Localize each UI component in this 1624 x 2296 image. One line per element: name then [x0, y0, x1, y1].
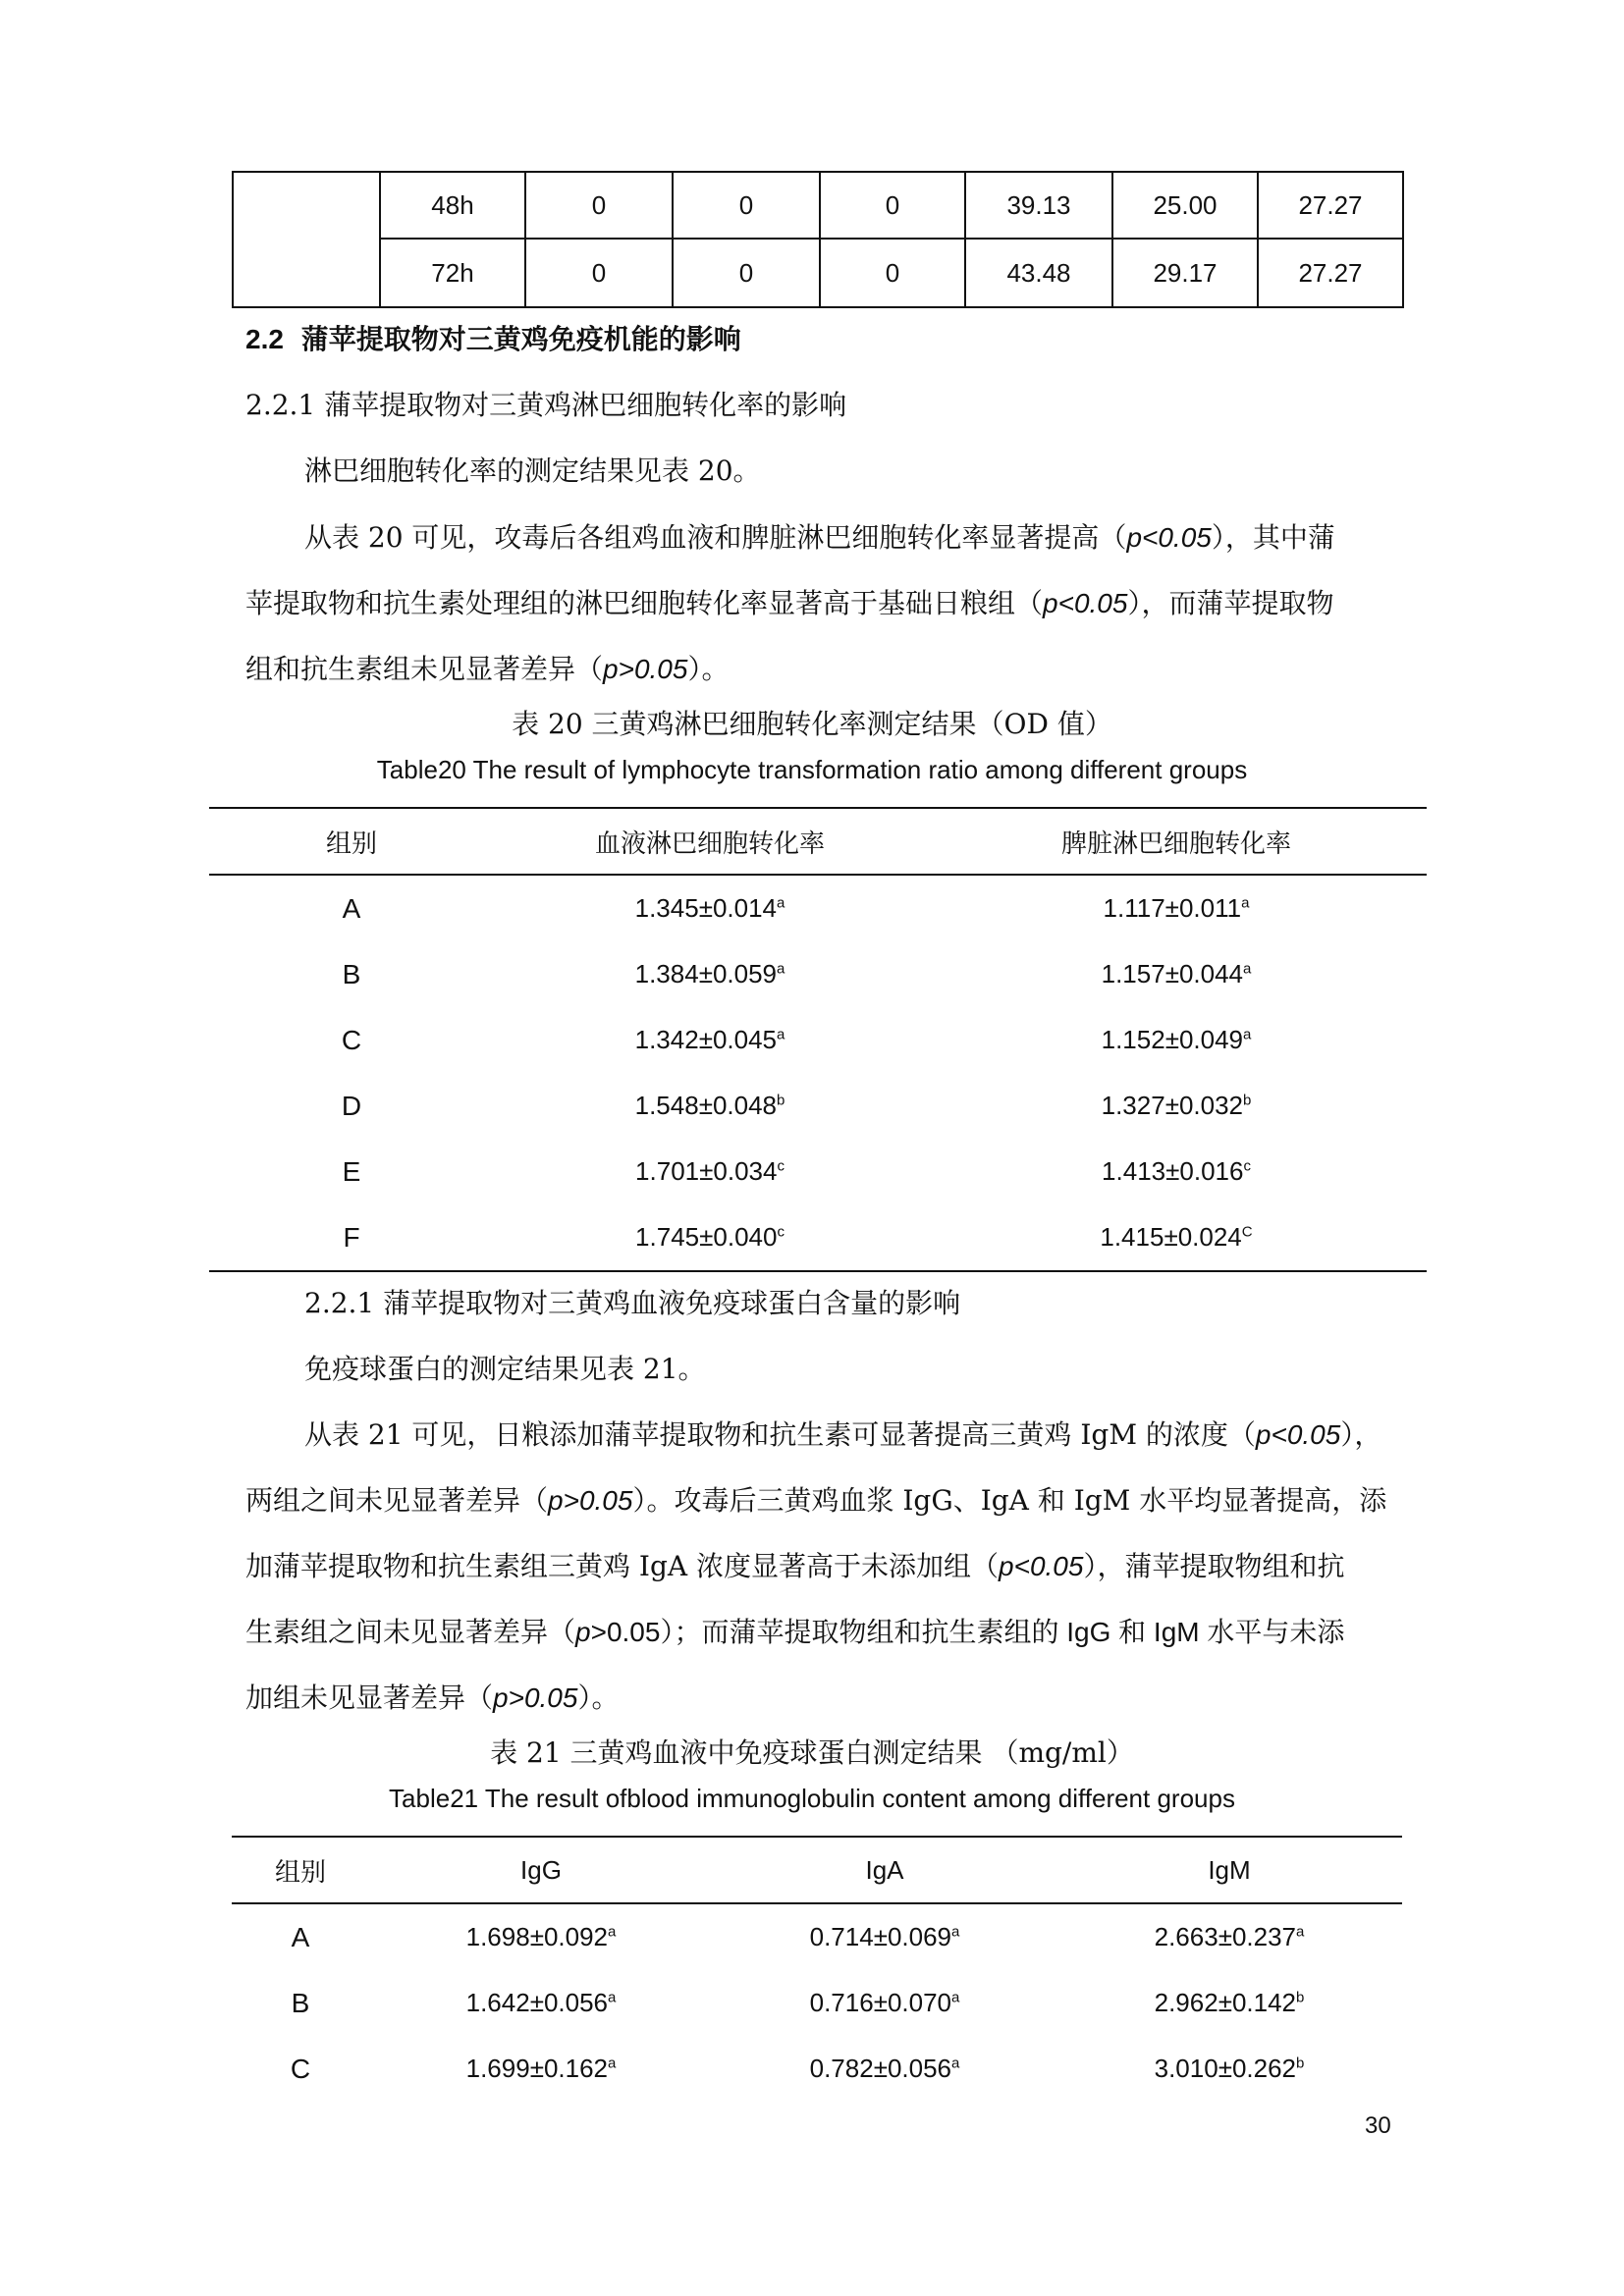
paragraph-line — [245, 586, 1333, 621]
significance-mark: a — [608, 1923, 617, 1941]
paragraph-line — [245, 1681, 619, 1716]
value: 1.342±0.045 — [634, 1025, 778, 1054]
value-cell — [713, 2036, 1056, 2102]
significance-mark: a — [1243, 1026, 1252, 1043]
table-cell: 27.27 — [1258, 239, 1403, 307]
value: 1.745±0.040 — [635, 1222, 778, 1252]
text-run: 苹提取物和抗生素处理组的淋巴细胞转化率显著高于基础日粮组（ — [245, 587, 1044, 619]
table-caption-en: Table21 The result ofblood immunoglobulin content among different groups — [389, 1784, 1235, 1813]
value: 0.716±0.070 — [809, 1988, 952, 2017]
value: 3.010±0.262 — [1154, 2054, 1297, 2083]
value: 1.157±0.044 — [1101, 959, 1244, 988]
table-row — [209, 1139, 1427, 1204]
continued-data-table — [232, 171, 1404, 308]
table-row — [209, 1073, 1427, 1139]
table-row — [233, 172, 1403, 239]
paragraph-line — [245, 652, 729, 687]
table-cell: 48h — [380, 172, 525, 239]
group-cell: D — [341, 1090, 362, 1121]
value-cell — [926, 1073, 1427, 1139]
significance-mark: b — [1296, 1989, 1305, 2006]
paragraph-line — [304, 520, 1335, 556]
value-cell — [926, 875, 1427, 941]
significance-mark: a — [777, 960, 785, 978]
value: 2.663±0.237 — [1154, 1922, 1297, 1951]
p-value: p<0.05 — [999, 1551, 1084, 1581]
column-header: IgA — [865, 1854, 904, 1885]
paragraph-line — [245, 1549, 1344, 1584]
p-value: p>0.05 — [603, 654, 688, 684]
table-cell — [233, 172, 380, 307]
value-cell — [369, 2036, 713, 2102]
significance-mark: a — [777, 1026, 785, 1043]
value: 1.413±0.016 — [1102, 1156, 1244, 1186]
table-row — [233, 239, 1403, 307]
text-run: ）。攻毒后三黄鸡血浆 IgG、IgA 和 IgM 水平均显著提高，添 — [632, 1484, 1387, 1517]
text-run: 生素组之间未见显著差异（ — [245, 1616, 576, 1648]
table-caption-en: Table20 The result of lymphocyte transformation ratio among different groups — [376, 755, 1248, 784]
significance-mark: a — [951, 1989, 960, 2006]
group-cell: B — [342, 958, 361, 989]
column-header: IgM — [1208, 1854, 1251, 1885]
value-cell — [494, 941, 926, 1007]
table-row — [232, 1970, 1402, 2036]
table-20 — [209, 807, 1427, 1272]
p-value: p<0.05 — [1126, 522, 1212, 553]
value-cell — [926, 941, 1427, 1007]
significance-mark: b — [1243, 1092, 1252, 1109]
group-cell: C — [341, 1024, 362, 1055]
section-heading — [245, 322, 741, 357]
significance-mark: c — [1243, 1157, 1251, 1175]
text-run: >0.05）；而蒲苹提取物组和抗生素组的 IgG 和 IgM 水平与未添 — [590, 1617, 1345, 1647]
value-cell — [369, 1903, 713, 1970]
group-cell: A — [291, 1921, 310, 1952]
table-cell: 0 — [673, 239, 820, 307]
value-cell — [494, 875, 926, 941]
table-cell: 0 — [525, 172, 673, 239]
value-cell — [1056, 2036, 1402, 2102]
table-row — [209, 941, 1427, 1007]
column-header: 血液淋巴细胞转化率 — [594, 828, 825, 859]
table-cell: 0 — [673, 172, 820, 239]
value: 1.152±0.049 — [1101, 1025, 1244, 1054]
value: 1.327±0.032 — [1101, 1091, 1244, 1120]
table-row — [232, 2036, 1402, 2102]
table-cell: 0 — [820, 239, 965, 307]
table-row — [209, 1007, 1427, 1073]
subsection-heading: 2.2.1 蒲苹提取物对三黄鸡血液免疫球蛋白含量的影响 — [304, 1287, 961, 1319]
group-cell: C — [290, 2053, 311, 2084]
table-21 — [232, 1836, 1402, 2102]
p-value: p<0.05 — [1043, 588, 1128, 618]
table-row — [209, 875, 1427, 941]
value: 1.415±0.024 — [1100, 1222, 1242, 1252]
text-run: 加蒲苹提取物和抗生素组三黄鸡 IgA 浓度显著高于未添加组（ — [245, 1550, 1000, 1582]
value-cell — [494, 1204, 926, 1271]
p-value: p — [575, 1617, 591, 1647]
table-cell: 0 — [820, 172, 965, 239]
column-header: 组别 — [325, 828, 377, 859]
text-run: ）。 — [577, 1682, 620, 1714]
significance-mark: a — [1241, 894, 1250, 912]
table-cell: 25.00 — [1112, 172, 1258, 239]
table-cell: 43.48 — [965, 239, 1112, 307]
table-caption-cn: 表 20 三黄鸡淋巴细胞转化率测定结果（OD 值） — [512, 708, 1112, 740]
value: 1.699±0.162 — [465, 2054, 609, 2083]
value-cell — [494, 1007, 926, 1073]
text-run: 组和抗生素组未见显著差异（ — [245, 653, 604, 685]
table-cell: 27.27 — [1258, 172, 1403, 239]
table-cell: 72h — [380, 239, 525, 307]
group-cell: A — [342, 892, 361, 924]
significance-mark: a — [951, 1923, 960, 1941]
value-cell — [1056, 1903, 1402, 1970]
value: 1.701±0.034 — [635, 1156, 778, 1186]
value-cell — [369, 1970, 713, 2036]
value: 1.345±0.014 — [634, 893, 778, 923]
column-header: 脾脏淋巴细胞转化率 — [1060, 828, 1291, 859]
table-header-row — [209, 808, 1427, 875]
paragraph-line — [304, 1417, 1381, 1453]
significance-mark: a — [777, 894, 785, 912]
text-run: ），而蒲苹提取物 — [1127, 587, 1334, 619]
significance-mark: a — [1243, 960, 1252, 978]
text-run: 两组之间未见显著差异（ — [245, 1484, 549, 1517]
section-heading-number: 2.2 — [245, 324, 284, 354]
group-cell: E — [342, 1155, 361, 1187]
text-run: ），蒲苹提取物组和抗 — [1083, 1550, 1345, 1582]
value: 2.962±0.142 — [1154, 1988, 1297, 2017]
group-cell: B — [291, 1987, 310, 2018]
table-row — [209, 1204, 1427, 1271]
value-cell — [926, 1007, 1427, 1073]
text-run: ）。 — [687, 653, 730, 685]
subsection-heading: 2.2.1 蒲苹提取物对三黄鸡淋巴细胞转化率的影响 — [245, 389, 847, 421]
text-run: 从表 21 可见，日粮添加蒲苹提取物和抗生素可显著提高三黄鸡 IgM 的浓度（ — [304, 1418, 1256, 1451]
significance-mark: a — [1296, 1923, 1305, 1941]
table-header-row — [232, 1837, 1402, 1903]
paragraph: 免疫球蛋白的测定结果见表 21。 — [304, 1353, 706, 1385]
significance-mark: C — [1241, 1223, 1253, 1241]
table-cell: 39.13 — [965, 172, 1112, 239]
significance-mark: c — [777, 1223, 785, 1241]
value: 0.782±0.056 — [809, 2054, 952, 2083]
text-run: ），其中蒲 — [1211, 521, 1335, 554]
group-cell: F — [343, 1221, 360, 1253]
value-cell — [713, 1903, 1056, 1970]
value: 1.384±0.059 — [634, 959, 778, 988]
value-cell — [926, 1139, 1427, 1204]
text-run: ）， — [1340, 1418, 1382, 1451]
page-number: 30 — [1365, 2112, 1391, 2139]
value: 1.548±0.048 — [634, 1091, 778, 1120]
value: 1.117±0.011 — [1103, 893, 1242, 923]
table-cell: 29.17 — [1112, 239, 1258, 307]
p-value: p>0.05 — [548, 1485, 633, 1516]
text-run: 加组未见显著差异（ — [245, 1682, 494, 1714]
section-heading-text: 蒲苹提取物对三黄鸡免疫机能的影响 — [300, 323, 741, 355]
value-cell — [494, 1139, 926, 1204]
table-caption-cn: 表 21 三黄鸡血液中免疫球蛋白测定结果 （mg/ml） — [490, 1736, 1134, 1769]
significance-mark: a — [608, 1989, 617, 2006]
significance-mark: a — [608, 2055, 617, 2072]
column-header: 组别 — [274, 1857, 326, 1888]
significance-mark: c — [777, 1157, 785, 1175]
value: 0.714±0.069 — [809, 1922, 952, 1951]
paragraph: 淋巴细胞转化率的测定结果见表 20。 — [304, 454, 761, 487]
p-value: p<0.05 — [1255, 1419, 1341, 1450]
significance-mark: b — [1296, 2055, 1305, 2072]
table-cell: 0 — [525, 239, 673, 307]
value-cell — [494, 1073, 926, 1139]
significance-mark: a — [951, 2055, 960, 2072]
paragraph-line — [245, 1615, 1344, 1650]
p-value: p>0.05 — [493, 1682, 578, 1713]
paragraph-line — [245, 1483, 1386, 1519]
text-run: 从表 20 可见，攻毒后各组鸡血液和脾脏淋巴细胞转化率显著提高（ — [304, 521, 1127, 554]
value: 1.642±0.056 — [465, 1988, 609, 2017]
value-cell — [1056, 1970, 1402, 2036]
column-header: IgG — [520, 1854, 562, 1885]
value-cell — [926, 1204, 1427, 1271]
table-row — [232, 1903, 1402, 1970]
value: 1.698±0.092 — [465, 1922, 609, 1951]
significance-mark: b — [777, 1092, 785, 1109]
value-cell — [713, 1970, 1056, 2036]
